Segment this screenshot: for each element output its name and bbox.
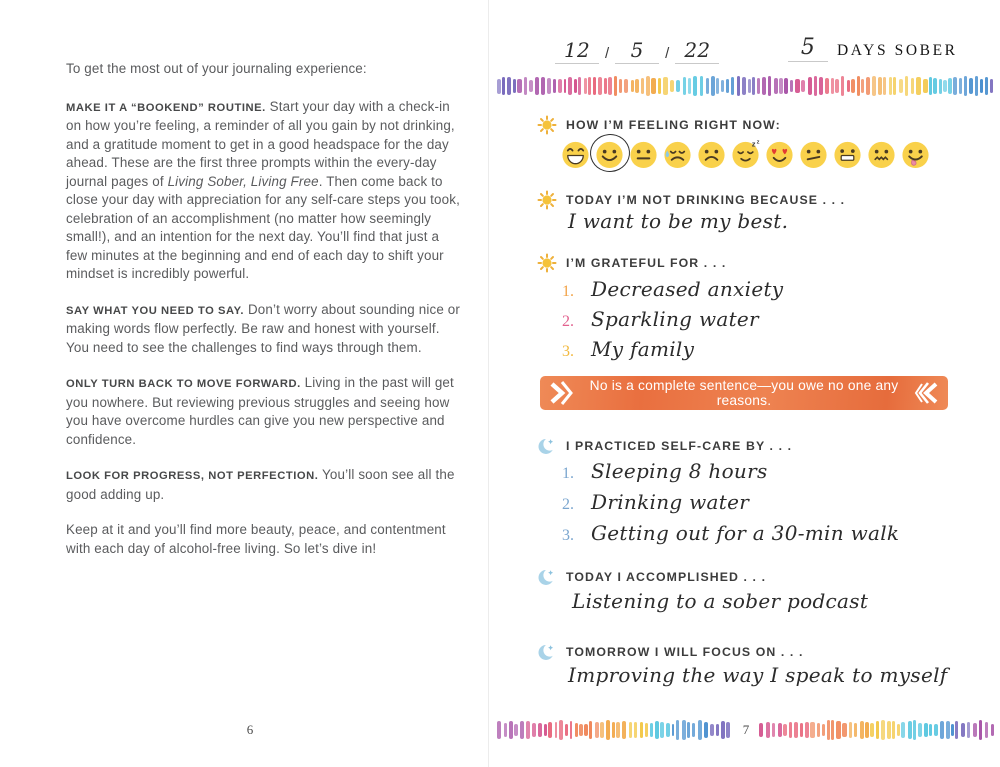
date-row — [555, 38, 719, 64]
section-label: HOW I’M FEELING RIGHT NOW: — [566, 118, 781, 132]
sun-icon — [537, 253, 557, 273]
grateful-item-text[interactable]: Sparkling water — [591, 307, 759, 331]
grateful-list — [562, 277, 783, 367]
section-label: I PRACTICED SELF-CARE BY . . . — [566, 439, 793, 453]
paragraph-lead: MAKE IT A “BOOKEND” ROUTINE. — [66, 101, 266, 114]
self-care-item-text[interactable]: Getting out for a 30-min walk — [591, 521, 900, 545]
page-gutter — [488, 0, 489, 767]
self-care-item-text[interactable]: Sleeping 8 hours — [591, 459, 768, 483]
affirmation-banner — [540, 376, 948, 410]
banner-chevrons-left-icon — [914, 379, 938, 407]
intro-line: To get the most out of your journaling experience: — [66, 61, 367, 76]
paragraph-text: Start your day with a check-in on how you’re feeling, a reminder of all you gain by not drinking, and a gratitude moment to get in a good headspace for the day ahead. These are the first three prompts within the every-day journal pages of — [66, 98, 455, 189]
section-self-care-header — [537, 436, 792, 456]
self-care-list — [562, 459, 899, 552]
list-number: 1. — [562, 465, 574, 482]
section-label: I’M GRATEFUL FOR . . . — [566, 256, 727, 270]
emoji-sleepy[interactable] — [730, 138, 761, 170]
list-number: 2. — [562, 496, 574, 513]
section-label: TOMORROW I WILL FOCUS ON . . . — [566, 645, 804, 659]
self-care-item-text[interactable]: Drinking water — [591, 490, 750, 514]
intro-text-block — [66, 60, 464, 575]
paragraph-lead: LOOK FOR PROGRESS, NOT PERFECTION. — [66, 470, 319, 482]
paragraph-text: Don’t worry about sounding nice or making words flow perfectly. Be raw and honest with yourself. You need to see the challenges to find ways through them. — [66, 301, 460, 355]
date-day-field[interactable]: 5 — [615, 38, 659, 64]
page-number-right: 7 — [742, 722, 750, 737]
grateful-item — [562, 277, 783, 307]
watercolor-border-top — [497, 75, 1000, 97]
watercolor-border-bottom-left — [497, 719, 733, 741]
days-sober-label: DAYS SOBER — [837, 42, 958, 59]
section-tomorrow-header — [537, 642, 803, 662]
paragraph-text: . Then come back to close your day with appreciation for any self-care steps you took, celebration of an accomplishment (no matter how seemingly small!), and an intention for the next day. You’ll find that just a few minutes at the beginning and end of each day to shift your mindset is incredibly powerful. — [66, 173, 460, 281]
moon-icon — [537, 642, 557, 662]
banner-chevrons-right-icon — [550, 379, 574, 407]
emoji-crying[interactable] — [662, 138, 693, 170]
list-number: 3. — [562, 343, 574, 360]
date-year-field[interactable]: 22 — [675, 38, 719, 64]
page-number-left: 6 — [246, 722, 254, 737]
emoji-grinning[interactable] — [560, 138, 591, 170]
emoji-grimacing[interactable] — [832, 138, 863, 170]
section-label: TODAY I ACCOMPLISHED . . . — [566, 570, 767, 584]
emoji-frowning[interactable] — [696, 138, 727, 170]
svg-text:z: z — [751, 139, 756, 149]
section-grateful-header — [537, 253, 726, 273]
list-number: 1. — [562, 283, 574, 300]
paragraph-bookend-routine — [66, 98, 464, 284]
sun-icon — [537, 190, 557, 210]
accomplished-answer[interactable]: Listening to a sober podcast — [572, 589, 869, 613]
emoji-row — [560, 138, 934, 174]
tomorrow-answer[interactable]: Improving the way I speak to myself — [568, 663, 948, 687]
section-accomplished-header — [537, 567, 766, 587]
paragraph-lead: SAY WHAT YOU NEED TO SAY. — [66, 304, 245, 317]
not-drinking-answer[interactable]: I want to be my best. — [568, 209, 789, 233]
section-not-drinking-header — [537, 190, 845, 210]
grateful-item-text[interactable]: My family — [591, 337, 695, 361]
list-number: 2. — [562, 313, 574, 330]
grateful-item-text[interactable]: Decreased anxiety — [591, 277, 784, 301]
paragraph-say-what-you-need — [66, 301, 464, 358]
days-sober-field[interactable]: 5 — [788, 36, 828, 62]
sun-icon — [537, 115, 557, 135]
self-care-item — [562, 490, 899, 521]
self-care-item — [562, 521, 899, 552]
paragraph-closing: Keep at it and you’ll find more beauty, peace, and contentment with each day of alcohol-free living. So let’s dive in! — [66, 522, 446, 556]
emoji-anxious[interactable] — [866, 138, 897, 170]
paragraph-text: You’ll soon see all the good adding up. — [66, 467, 455, 502]
paragraph-lead: ONLY TURN BACK TO MOVE FORWARD. — [66, 378, 301, 390]
grateful-item — [562, 337, 783, 367]
days-sober-row — [788, 36, 958, 62]
section-feeling-header — [537, 115, 781, 135]
paragraph-look-for-progress — [66, 466, 464, 504]
watercolor-border-bottom-right — [759, 719, 1000, 741]
emoji-tongue-out[interactable] — [900, 138, 931, 170]
date-separator: / — [665, 45, 670, 62]
section-label: TODAY I’M NOT DRINKING BECAUSE . . . — [566, 193, 846, 207]
book-title: Living Sober, Living Free — [167, 173, 319, 189]
moon-icon — [537, 567, 557, 587]
paragraph-only-turn-back — [66, 374, 464, 449]
date-separator: / — [605, 45, 610, 62]
emoji-confused[interactable] — [798, 138, 829, 170]
emoji-neutral[interactable] — [628, 138, 659, 170]
svg-text:z: z — [756, 139, 760, 146]
paragraph-text: Living in the past will get you nowhere. But reviewing previous struggles and seeing how you have overcome hurdles can give you new perspective and confidence. — [66, 375, 454, 447]
self-care-item — [562, 459, 899, 490]
emoji-smiling[interactable] — [594, 138, 625, 170]
emoji-heart-eyes[interactable] — [764, 138, 795, 170]
banner-text: No is a complete sentence—you owe no one any reasons. — [589, 378, 899, 408]
grateful-item — [562, 307, 783, 337]
date-month-field[interactable]: 12 — [555, 38, 599, 64]
list-number: 3. — [562, 527, 574, 544]
moon-icon — [537, 436, 557, 456]
